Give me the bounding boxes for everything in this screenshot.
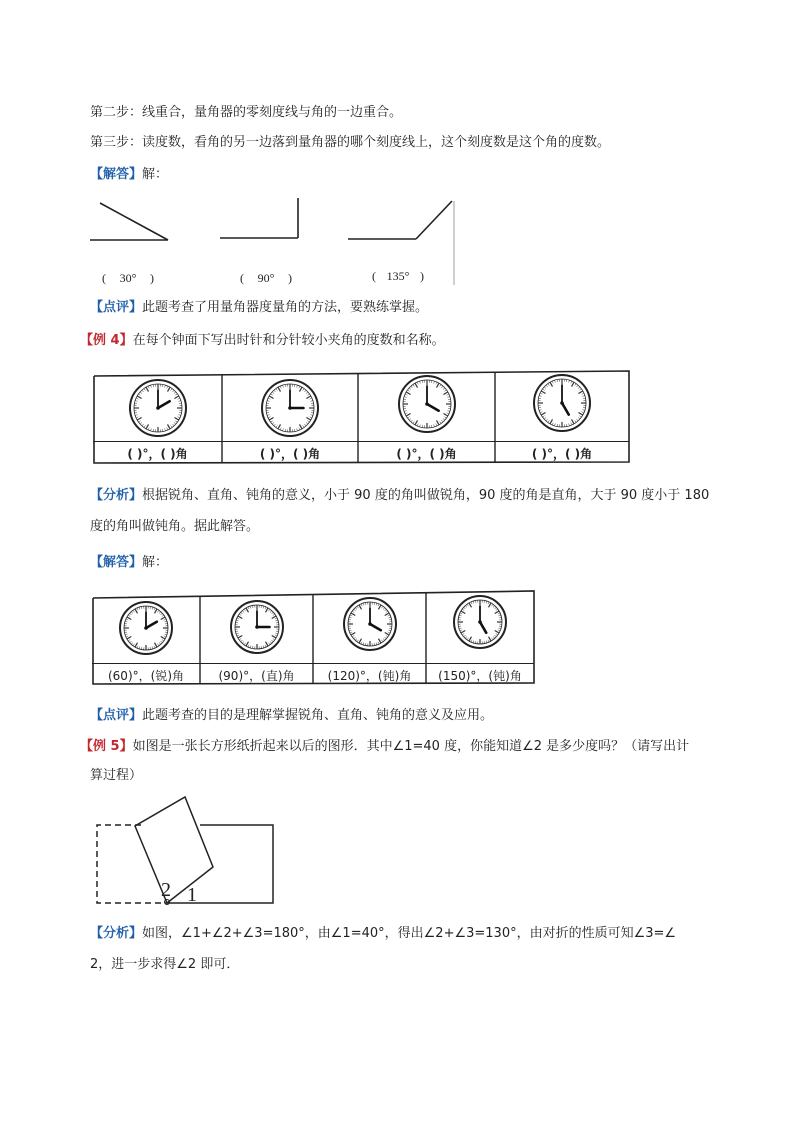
step-two-text: 第二步：线重合，量角器的零刻度线与角的一边重合。 xyxy=(90,105,403,120)
angle-30-figure xyxy=(88,195,173,245)
answer-clock-face-1 xyxy=(118,600,174,656)
example4-question: 在每个钟面下写出时针和分针较小夹角的度数和名称。 xyxy=(132,333,445,348)
clock-face-1 xyxy=(128,378,188,438)
answer1-value-1: ( 30° ) xyxy=(102,271,154,285)
comment1-tag: 【点评】 xyxy=(90,300,143,315)
answer1-tag: 【解答】 xyxy=(90,167,143,182)
comment1-line xyxy=(90,298,428,318)
clock-blank-4: ( )°，( )角 xyxy=(495,441,629,464)
clock-face-4 xyxy=(532,373,592,433)
angle-90-figure xyxy=(218,195,308,245)
example4-comment-text: 此题考查的目的是理解掌握锐角、直角、钝角的意义及应用。 xyxy=(142,708,494,723)
folded-paper-figure xyxy=(95,795,280,910)
answer-clock-cell-4 xyxy=(426,590,534,686)
comment1-text: 此题考查了用量角器度量角的方法，要熟练掌握。 xyxy=(142,300,429,315)
angle-1-label: 1 xyxy=(187,884,197,906)
example5-tag: 【例 5】 xyxy=(80,739,133,754)
clock-cell-1 xyxy=(93,370,222,464)
example5-analysis-text1: 如图，∠1+∠2+∠3=180°，由∠1=40°，得出∠2+∠3=130°，由对折的性质可知∠3=∠ xyxy=(142,926,677,941)
answer-clock-label-2: (90)°，(直)角 xyxy=(200,663,313,686)
example5-question-line1 xyxy=(80,737,689,757)
example5-analysis-line1 xyxy=(90,924,676,944)
example5-question-line2: 算过程） xyxy=(90,768,143,783)
example4-analysis-text1: 根据锐角、直角、钝角的意义，小于 90 度的角叫做锐角，90 度的角是直角，大于 90 度小于 180 xyxy=(142,488,710,503)
answer-clock-label-4: (150)°，(钝)角 xyxy=(426,663,534,686)
example4-answer-line xyxy=(90,553,168,573)
example4-answer-tag: 【解答】 xyxy=(90,555,143,570)
answer1-text: 解： xyxy=(142,167,169,182)
answer-clock-label-1: (60)°，(锐)角 xyxy=(92,663,200,686)
example4-question-line xyxy=(80,331,445,351)
answer-clock-label-3: (120)°，(钝)角 xyxy=(313,663,426,686)
clock-face-3 xyxy=(397,374,457,434)
example4-analysis-line2: 度的角叫做钝角。据此解答。 xyxy=(90,519,260,534)
answer-clock-face-3 xyxy=(342,596,398,652)
clock-blank-1: ( )°，( )角 xyxy=(93,441,222,464)
example5-analysis-line2: 2，进一步求得∠2 即可． xyxy=(90,957,240,972)
example4-analysis-tag: 【分析】 xyxy=(90,488,143,503)
clock-strip-question xyxy=(93,370,630,464)
clock-cell-2 xyxy=(222,370,358,464)
example4-analysis-line1 xyxy=(90,486,709,506)
clock-cell-4 xyxy=(495,370,629,464)
clock-cell-3 xyxy=(358,370,495,464)
answer-clock-face-4 xyxy=(452,594,508,650)
answer1-line xyxy=(90,165,168,185)
clock-face-2 xyxy=(260,378,320,438)
example4-comment-line xyxy=(90,706,493,726)
angle-2-label: 2 xyxy=(161,879,171,901)
clock-strip-answer xyxy=(92,590,535,686)
example4-tag: 【例 4】 xyxy=(80,333,133,348)
example5-question-text1: 如图是一张长方形纸折起来以后的图形．其中∠1=40 度，你能知道∠2 是多少度吗？（请写出计 xyxy=(132,739,690,754)
answer-clock-cell-3 xyxy=(313,590,426,686)
clock-blank-2: ( )°，( )角 xyxy=(222,441,358,464)
answer-clock-face-2 xyxy=(229,599,285,655)
answer1-value-2: ( 90° ) xyxy=(240,271,292,285)
example4-answer-text: 解： xyxy=(142,555,169,570)
example5-analysis-tag: 【分析】 xyxy=(90,926,143,941)
clock-blank-3: ( )°，( )角 xyxy=(358,441,495,464)
step-three-text: 第三步：读度数，看角的另一边落到量角器的哪个刻度线上，这个刻度数是这个角的度数。 xyxy=(90,135,611,150)
example4-comment-tag: 【点评】 xyxy=(90,708,143,723)
answer1-value-3: ( 135° ) xyxy=(372,269,424,283)
answer-clock-cell-1 xyxy=(92,590,200,686)
answer-clock-cell-2 xyxy=(200,590,313,686)
